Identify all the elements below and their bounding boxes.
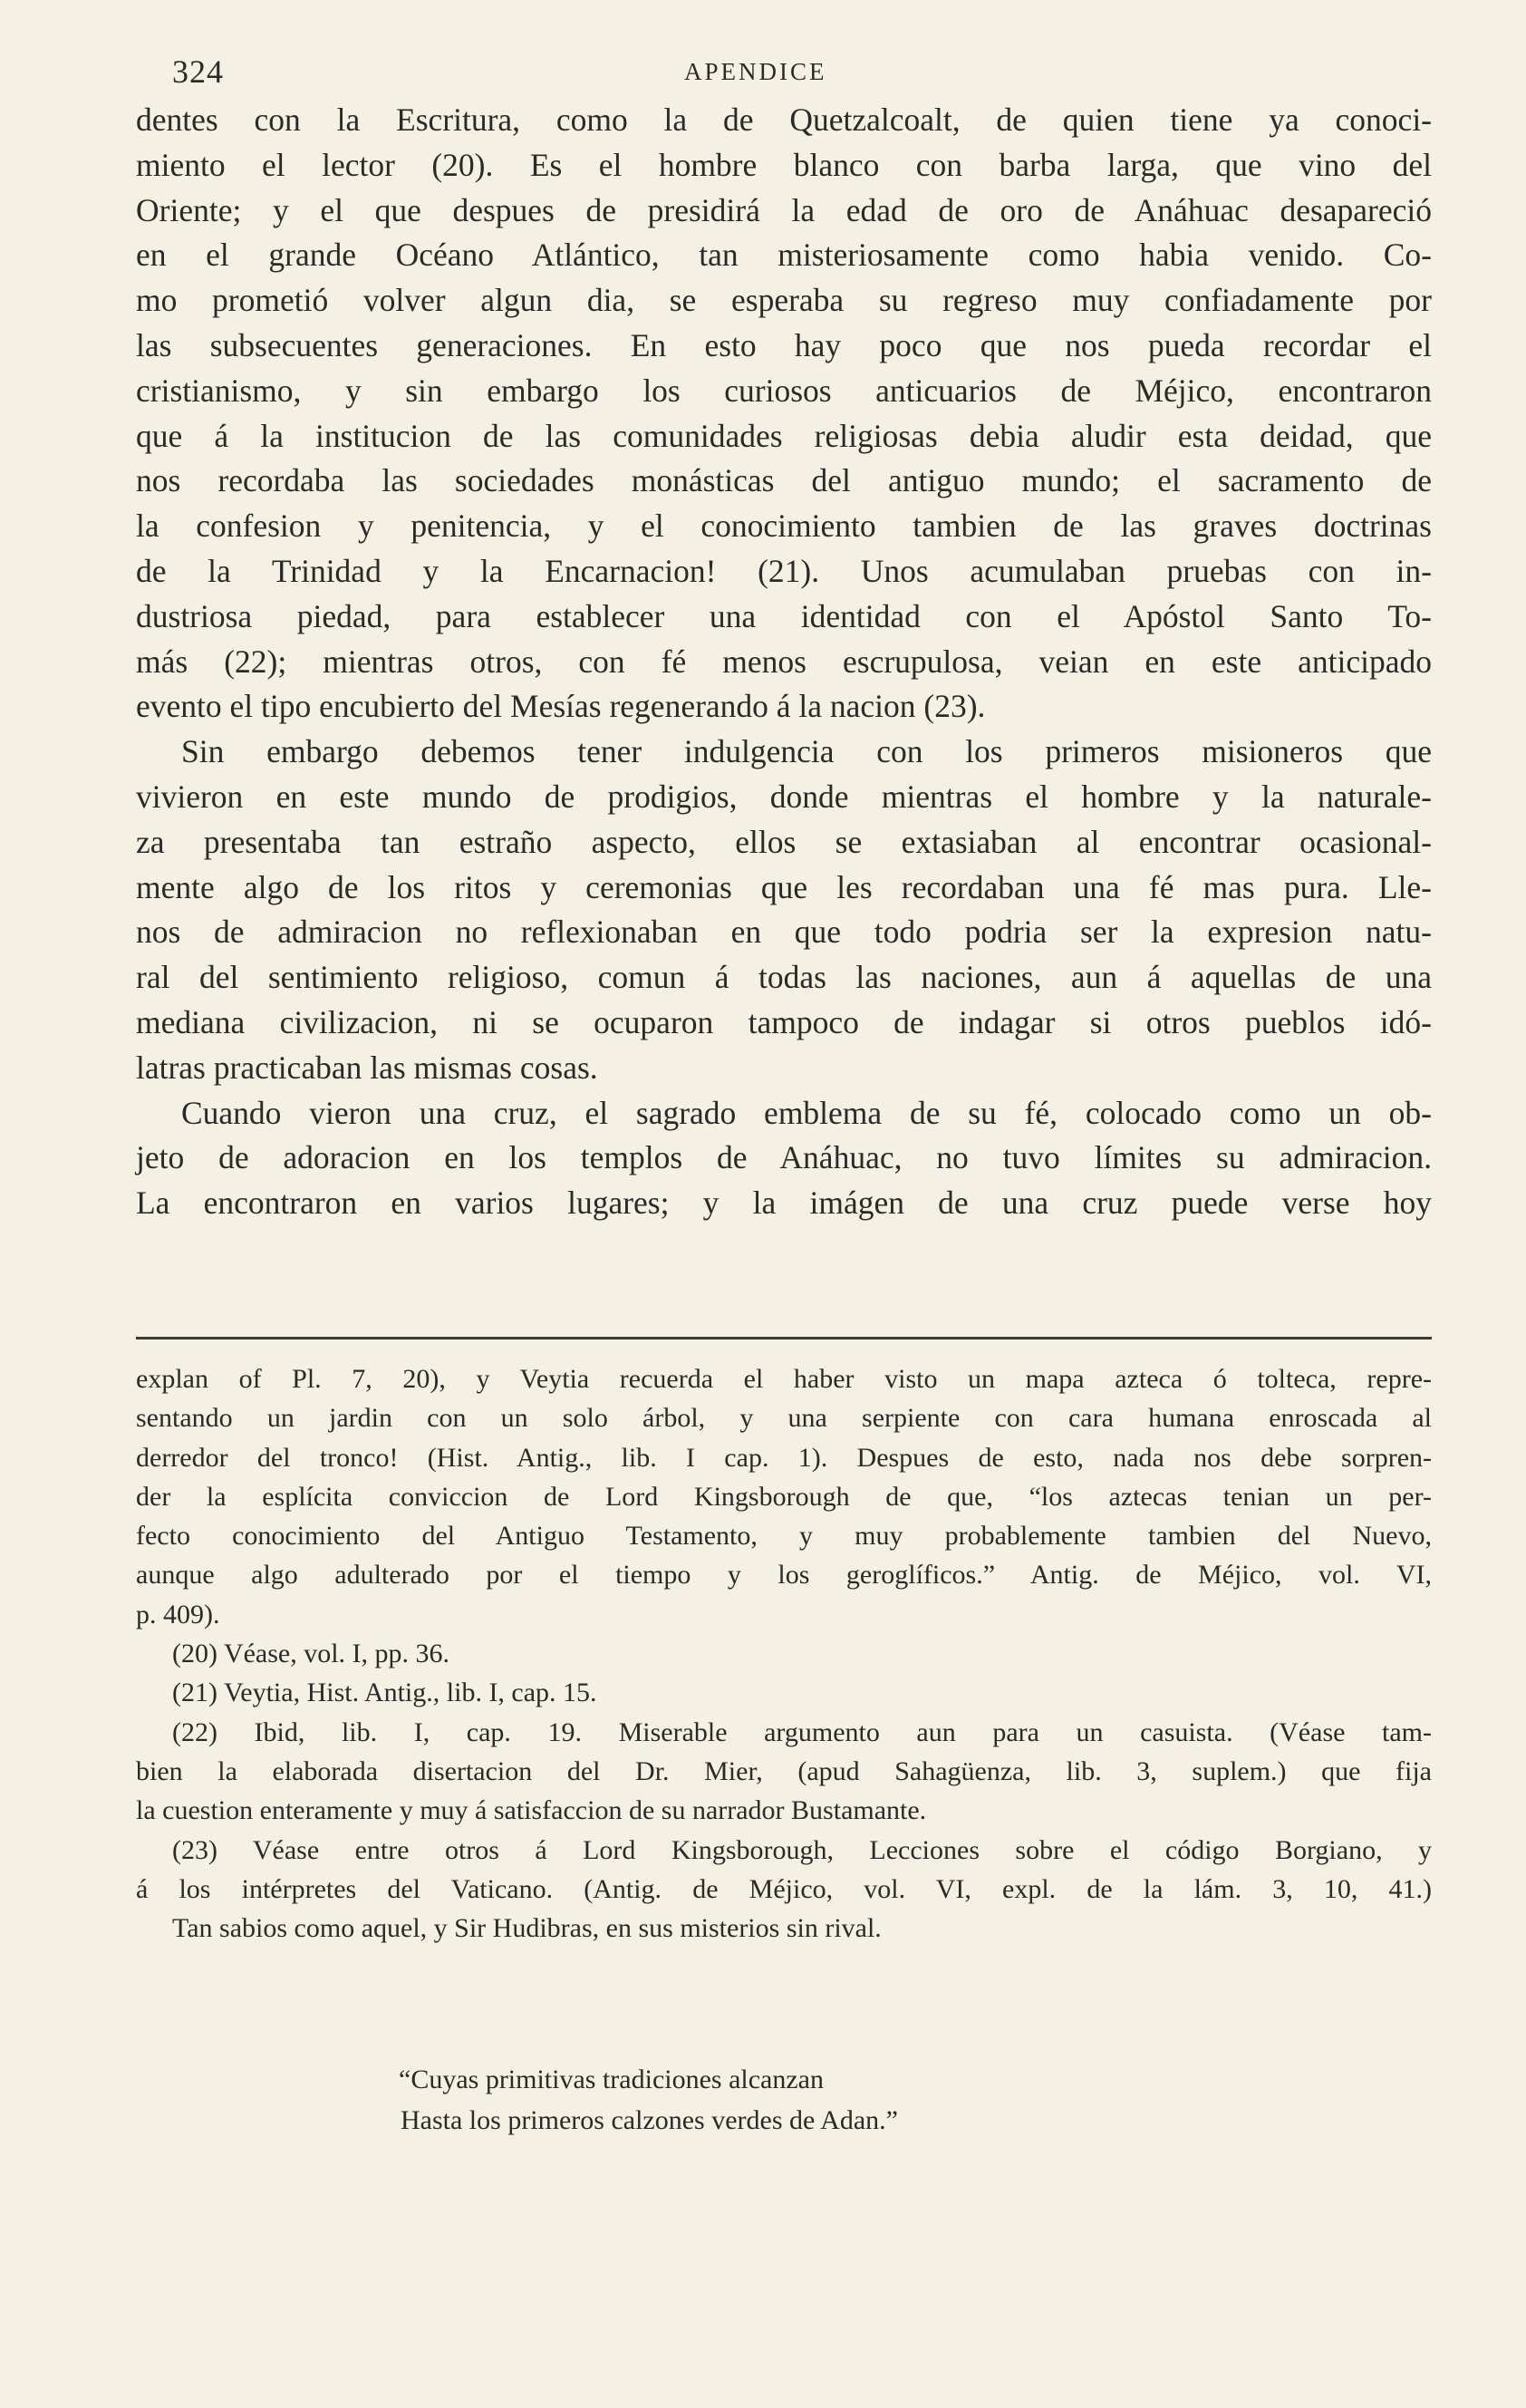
body-line: cristianismo, y sin embargo los curiosos anticuarios de Méjico, encontraron — [136, 372, 1432, 409]
body-line: en el grande Océano Atlántico, tan misteriosamente como habia venido. Co- — [136, 237, 1432, 274]
page-header — [172, 53, 1441, 96]
body-line: dustriosa piedad, para establecer una identidad con el Apóstol Santo To- — [136, 597, 1432, 634]
body-line: za presentaba tan estraño aspecto, ellos se extasiaban al encontrar ocasional- — [136, 823, 1432, 860]
body-line: ral del sentimiento religioso, comun á todas las naciones, aun á aquellas de una — [136, 959, 1432, 996]
body-line: que á la institucion de las comunidades religiosas debia aludir esta deidad, que — [136, 417, 1432, 454]
footnote-23: (23) Véase entre otros á Lord Kingsborough, Lecciones sobre el código Borgiano, y — [172, 1834, 1432, 1865]
verse-line: Hasta los primeros calzones verdes de Adan.” — [401, 2105, 898, 2135]
footnote-line: á los intérpretes del Vaticano. (Antig. de Méjico, vol. VI, expl. de la lám. 3, 10, 41.) — [136, 1873, 1432, 1904]
footnote-line: der la esplícita conviccion de Lord Kingsborough de que, “los aztecas tenian un per- — [136, 1481, 1432, 1512]
body-line: Oriente; y el que despues de presidirá la edad de oro de Anáhuac desapareció — [136, 191, 1432, 228]
body-line: nos recordaba las sociedades monásticas del antiguo mundo; el sacramento de — [136, 462, 1432, 499]
body-line: las subsecuentes generaciones. En esto hay poco que nos pueda recordar el — [136, 326, 1432, 363]
body-line: miento el lector (20). Es el hombre blanco con barba larga, que vino del — [136, 146, 1432, 183]
body-line: vivieron en este mundo de prodigios, donde mientras el hombre y la naturale- — [136, 778, 1432, 815]
footnote-20: (20) Véase, vol. I, pp. 36. — [172, 1639, 450, 1669]
body-line: mo prometió volver algun dia, se esperaba su regreso muy confiadamente por — [136, 282, 1432, 319]
body-line: de la Trinidad y la Encarnacion! (21). Unos acumulaban pruebas con in- — [136, 552, 1432, 589]
verse-line: “Cuyas primitivas tradiciones alcanzan — [399, 2065, 824, 2094]
footnote-line: Tan sabios como aquel, y Sir Hudibras, en sus misterios sin rival. — [172, 1913, 882, 1944]
footnote-line: sentando un jardin con un solo árbol, y una serpiente con cara humana enroscada al — [136, 1403, 1432, 1434]
footnote-line: derredor del tronco! (Hist. Antig., lib. I cap. 1). Despues de esto, nada nos debe sorpren- — [136, 1442, 1432, 1473]
body-line: mediana civilizacion, ni se ocuparon tampoco de indagar si otros pueblos idó- — [136, 1003, 1432, 1040]
body-line: la confesion y penitencia, y el conocimiento tambien de las graves doctrinas — [136, 508, 1432, 545]
body-line: más (22); mientras otros, con fé menos escrupulosa, veian en este anticipado — [136, 643, 1432, 680]
body-line: Cuando vieron una cruz, el sagrado emblema de su fé, colocado como un ob- — [181, 1094, 1432, 1131]
footnote-line: p. 409). — [136, 1599, 220, 1630]
footnote-line: bien la elaborada disertacion del Dr. Mier, (apud Sahagüenza, lib. 3, suplem.) que fija — [136, 1755, 1432, 1786]
body-line: Sin embargo debemos tener indulgencia con los primeros misioneros que — [181, 733, 1432, 770]
footnote-22: (22) Ibid, lib. I, cap. 19. Miserable argumento aun para un casuista. (Véase tam- — [172, 1717, 1432, 1747]
footnotes — [136, 1359, 1432, 1948]
body-line: evento el tipo encubierto del Mesías regenerando á la nacion (23). — [136, 688, 986, 725]
verse-quote — [399, 2059, 1214, 2141]
body-line: La encontraron en varios lugares; y la imágen de una cruz puede verse hoy — [136, 1185, 1432, 1222]
page-number: 324 — [172, 53, 224, 90]
footnote-line: aunque algo adulterado por el tiempo y los geroglíficos.” Antig. de Méjico, vol. VI, — [136, 1560, 1432, 1591]
footnote-21: (21) Veytia, Hist. Antig., lib. I, cap. 15. — [172, 1678, 597, 1708]
body-text — [136, 98, 1432, 1226]
footnote-line: fecto conocimiento del Antiguo Testamento, y muy probablemente tambien del Nuevo, — [136, 1521, 1432, 1552]
body-line: latras practicaban las mismas cosas. — [136, 1049, 598, 1086]
body-line: mente algo de los ritos y ceremonias que les recordaban una fé mas pura. Lle- — [136, 868, 1432, 905]
footnote-rule — [136, 1337, 1432, 1339]
body-line: dentes con la Escritura, como la de Quetzalcoalt, de quien tiene ya conoci- — [136, 102, 1432, 138]
running-head: APENDICE — [684, 58, 827, 85]
footnote-line: explan of Pl. 7, 20), y Veytia recuerda el haber visto un mapa azteca ó tolteca, repre- — [136, 1364, 1432, 1394]
body-line: nos de admiracion no reflexionaban en que todo podria ser la expresion natu- — [136, 914, 1432, 951]
footnote-line: la cuestion enteramente y muy á satisfaccion de su narrador Bustamante. — [136, 1795, 927, 1826]
body-line: jeto de adoracion en los templos de Anáhuac, no tuvo límites su admiracion. — [136, 1139, 1432, 1176]
